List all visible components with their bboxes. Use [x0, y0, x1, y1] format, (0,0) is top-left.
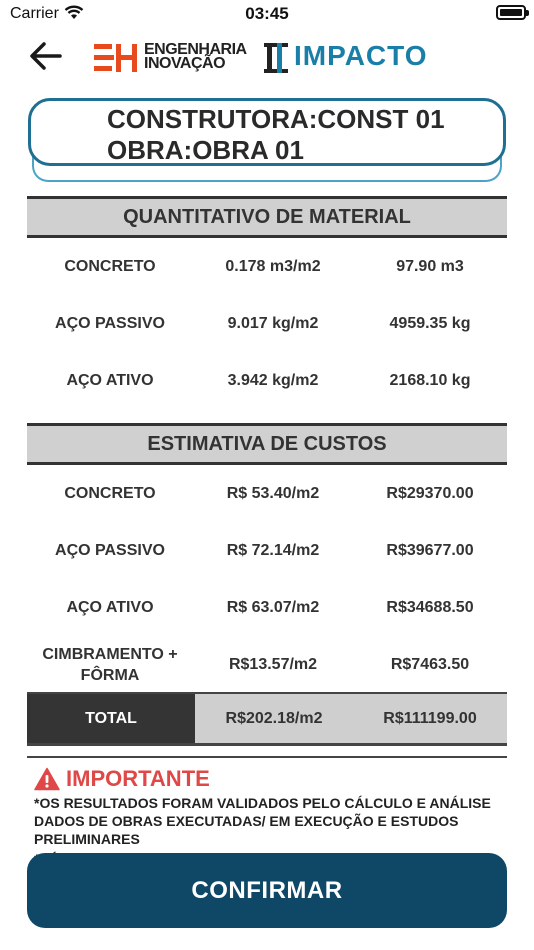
- total-label: TOTAL: [27, 694, 195, 743]
- cost-total: R$7463.50: [390, 656, 470, 673]
- material-rate: 9.017 kg/m2: [227, 315, 319, 332]
- cost-rate: R$ 72.14/m2: [226, 542, 320, 559]
- obra-label: OBRA:OBRA 01: [107, 135, 304, 165]
- status-bar: [0, 0, 534, 30]
- cost-rate: R$ 63.07/m2: [226, 599, 320, 616]
- nav-bar: [0, 30, 534, 88]
- app-logo: [92, 42, 452, 76]
- cost-name: CIMBRAMENTO + FÔRMA: [42, 645, 178, 684]
- cost-name: CONCRETO: [64, 485, 156, 502]
- material-name: AÇO PASSIVO: [55, 315, 165, 332]
- cost-total: R$34688.50: [386, 599, 474, 616]
- material-row: [27, 238, 507, 295]
- material-row: [27, 295, 507, 352]
- material-rate: 3.942 kg/m2: [227, 372, 319, 389]
- confirm-button[interactable]: CONFIRMAR: [27, 853, 507, 928]
- important-text-1: *OS RESULTADOS FORAM VALIDADOS PELO CÁLCULO E ANÁLISE DADOS DE OBRAS EXECUTADAS/ EM EXECUÇÃO E ESTUDOS PRELIMINARES: [34, 795, 491, 847]
- costs-section-header: ESTIMATIVA DE CUSTOS: [27, 423, 507, 465]
- logo-eh-mark: [92, 42, 140, 74]
- total-rate: R$202.18/m2: [195, 694, 353, 743]
- divider: [27, 756, 507, 758]
- clock: 03:45: [245, 4, 289, 23]
- info-card: [28, 98, 506, 166]
- material-total: 97.90 m3: [396, 258, 464, 275]
- arrow-left-icon: [28, 38, 64, 74]
- material-rate: 0.178 m3/m2: [225, 258, 321, 275]
- cost-row: [27, 579, 507, 636]
- total-value: R$111199.00: [353, 694, 507, 743]
- back-button[interactable]: [28, 38, 68, 74]
- cost-total: R$39677.00: [386, 542, 474, 559]
- cost-row: [27, 465, 507, 522]
- cost-row: [27, 522, 507, 579]
- cost-rate: R$13.57/m2: [228, 656, 318, 673]
- material-name: CONCRETO: [64, 258, 156, 275]
- material-name: AÇO ATIVO: [66, 372, 154, 389]
- important-title: IMPORTANTE: [66, 766, 210, 791]
- logo-wordmark: [144, 43, 247, 71]
- carrier-label: Carrier: [10, 5, 59, 22]
- warning-triangle-icon: [34, 767, 60, 791]
- important-title-row: [34, 766, 504, 792]
- cost-total: R$29370.00: [386, 485, 474, 502]
- material-total: 2168.10 kg: [389, 372, 471, 389]
- logo-brand-name: IMPACTO: [294, 40, 428, 71]
- cost-rate: R$ 53.40/m2: [226, 485, 320, 502]
- logo-ii-mark: [262, 42, 290, 74]
- cost-name: AÇO PASSIVO: [55, 542, 165, 559]
- total-row: [27, 692, 507, 746]
- logo-line-2: INOVAÇÃO: [144, 55, 226, 72]
- material-total: 4959.35 kg: [389, 315, 471, 332]
- battery-icon: [496, 5, 526, 20]
- material-section-header: QUANTITATIVO DE MATERIAL: [27, 196, 507, 238]
- logo-line-1: ENGENHARIA: [144, 41, 247, 58]
- cost-name: AÇO ATIVO: [66, 599, 154, 616]
- construtora-label: CONSTRUTORA:CONST 01: [107, 104, 445, 134]
- material-row: [27, 352, 507, 409]
- cost-row: [27, 636, 507, 693]
- important-notice: [34, 766, 504, 854]
